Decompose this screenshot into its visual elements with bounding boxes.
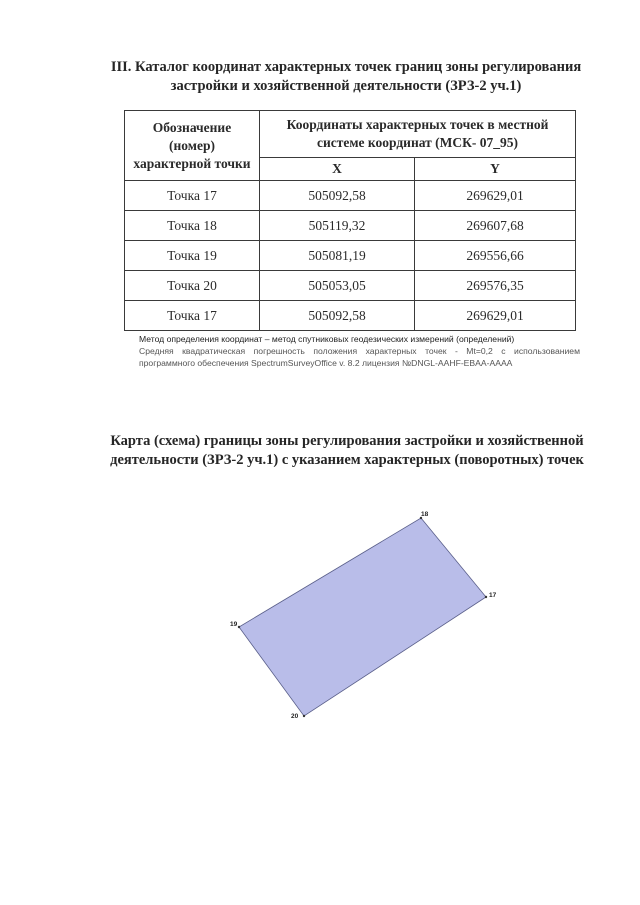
cell-y: 269629,01	[415, 181, 576, 211]
header-x: X	[260, 158, 415, 181]
note-method: Метод определения координат – метод спутниковых геодезических измерений (определений)	[139, 334, 515, 344]
cell-x: 505092,58	[260, 301, 415, 331]
cell-x: 505053,05	[260, 271, 415, 301]
cell-point-name: Точка 17	[125, 301, 260, 331]
cell-y: 269556,66	[415, 241, 576, 271]
vertex-point-20	[303, 715, 305, 717]
header-name-line2: (номер)	[169, 137, 215, 153]
point-label-20: 20	[291, 713, 299, 720]
cell-x: 505092,58	[260, 181, 415, 211]
cell-point-name: Точка 19	[125, 241, 260, 271]
header-name-line3: характерной точки	[133, 155, 251, 171]
cell-y: 269607,68	[415, 211, 576, 241]
vertex-point-17	[485, 596, 487, 598]
header-coords-line2: системе координат (МСК- 07_95)	[316, 135, 519, 150]
cell-x: 505119,32	[260, 211, 415, 241]
point-label-18: 18	[421, 511, 429, 518]
cell-point-name: Точка 20	[125, 271, 260, 301]
point-label-19: 19	[230, 621, 238, 628]
header-y: Y	[415, 158, 576, 181]
catalog-title-line2: застройки и хозяйственной деятельности (ЗРЗ-2 уч.1)	[170, 78, 522, 94]
catalog-title-line1: III. Каталог координат характерных точек границ зоны регулирования	[110, 59, 582, 75]
header-coords-line1: Координаты характерных точек в местной	[286, 117, 549, 132]
cell-point-name: Точка 18	[125, 211, 260, 241]
zone-boundary-polygon	[239, 518, 486, 716]
header-name-line1: Обозначение	[152, 119, 232, 135]
point-label-17: 17	[489, 592, 497, 599]
vertex-point-19	[238, 626, 240, 628]
cell-x: 505081,19	[260, 241, 415, 271]
cell-y: 269629,01	[415, 301, 576, 331]
map-title-line1: Карта (схема) границы зоны регулирования застройки и хозяйственной	[110, 433, 584, 449]
cell-point-name: Точка 17	[125, 181, 260, 211]
map-title-line2: деятельности (ЗРЗ-2 уч.1) с указанием характерных (поворотных) точек	[110, 452, 584, 468]
note-accuracy: Средняя квадратическая погрешность положения характерных точек - Mt=0,2 с использованием программного обеспечения SpectrumSurveyOffice v. 8.2 лицензия №DNGL-AAHF-EBAA-AAAA	[139, 346, 580, 368]
cell-y: 269576,35	[415, 271, 576, 301]
